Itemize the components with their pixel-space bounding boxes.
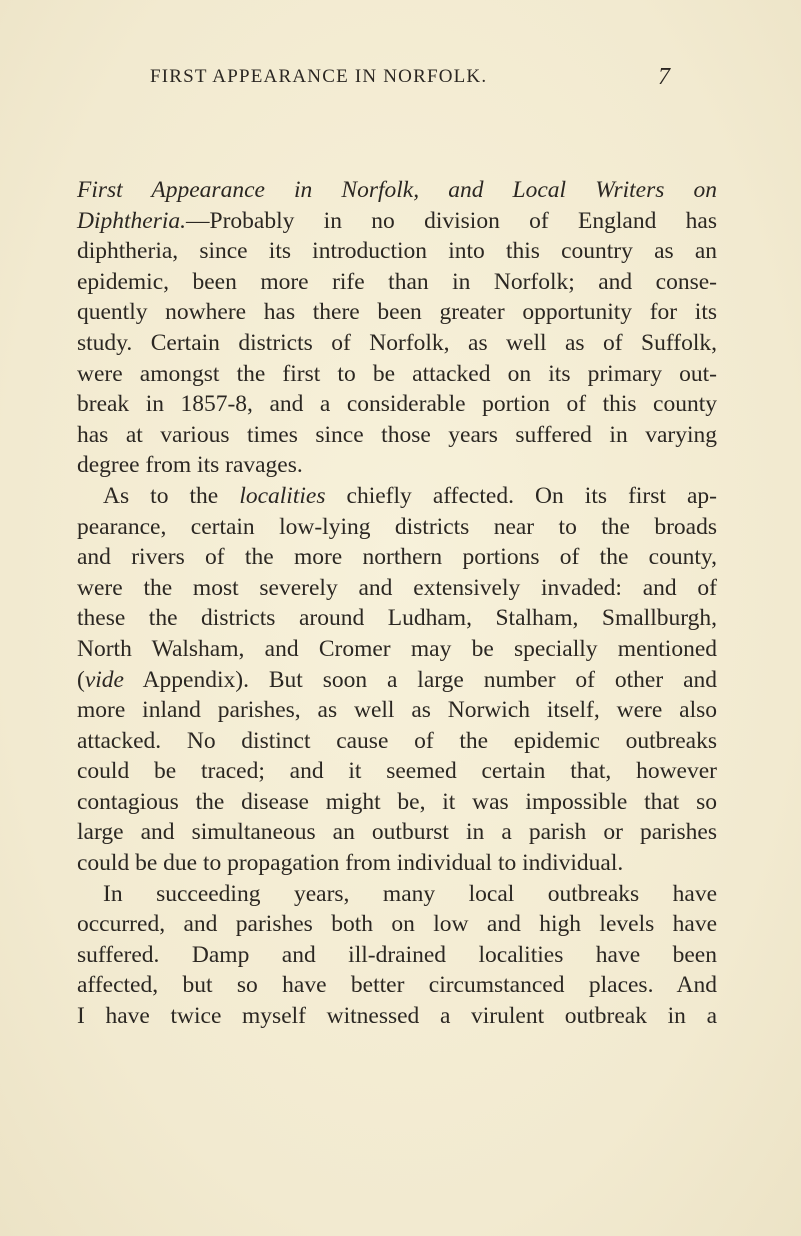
paragraph — [77, 175, 717, 481]
text-run: ( — [77, 666, 85, 693]
text-line — [77, 1001, 717, 1032]
text-line — [77, 236, 717, 267]
running-title: FIRST APPEARANCE IN NORFOLK. — [150, 66, 488, 87]
text-run: large and simultaneous an outburst in a parish or parishes — [77, 819, 717, 846]
text-run: diphtheria, since its introduction into this country as an — [77, 238, 717, 265]
text-line — [77, 573, 717, 604]
text-line — [77, 542, 717, 573]
text-line — [77, 726, 717, 757]
text-line — [77, 450, 717, 481]
text-run: I have twice myself witnessed a virulent outbreak in a — [77, 1003, 717, 1030]
text-line — [77, 665, 717, 696]
text-line — [77, 603, 717, 634]
text-line — [77, 420, 717, 451]
text-run: break in 1857-8, and a considerable portion of this county — [77, 391, 717, 418]
paragraph — [77, 481, 717, 879]
text-run: As to the — [103, 482, 240, 509]
text-line — [77, 909, 717, 940]
text-run: —Probably in no division of England has — [186, 207, 717, 234]
text-run: were the most severely and extensively invaded: and of — [77, 574, 717, 601]
text-line — [77, 940, 717, 971]
text-run: degree from its ravages. — [77, 452, 303, 479]
text-run: study. Certain districts of Norfolk, as well as of Suffolk, — [77, 329, 717, 356]
italic-text: vide — [84, 666, 124, 693]
text-line — [77, 389, 717, 420]
text-line — [77, 297, 717, 328]
text-line — [77, 756, 717, 787]
text-line — [77, 481, 717, 512]
text-run: were amongst the first to be attacked on its primary out- — [77, 360, 717, 387]
text-run: occurred, and parishes both on low and high levels have — [77, 911, 717, 938]
text-run: has at various times since those years suffered in varying — [77, 421, 717, 448]
text-run: quently nowhere has there been greater opportunity for its — [77, 299, 717, 326]
text-run: these the districts around Ludham, Stalham, Smallburgh, — [77, 605, 717, 632]
page-number: 7 — [658, 64, 670, 90]
paragraph — [77, 879, 717, 1032]
text-line — [77, 328, 717, 359]
text-run: contagious the disease might be, it was impossible that so — [77, 788, 717, 815]
text-run: could be traced; and it seemed certain that, however — [77, 758, 717, 785]
running-head — [150, 64, 670, 94]
text-run: affected, but so have better circumstanced places. And — [77, 972, 717, 999]
text-line — [77, 512, 717, 543]
text-run: more inland parishes, as well as Norwich itself, were also — [77, 697, 717, 724]
italic-text: First Appearance in Norfolk, and Local Writers on — [77, 177, 717, 203]
body-text — [77, 175, 717, 1032]
italic-text: Diphtheria. — [77, 207, 187, 234]
text-run: and rivers of the more northern portions of the county, — [77, 544, 717, 571]
italic-text: localities — [239, 482, 326, 509]
text-run: epidemic, been more rife than in Norfolk; and conse- — [77, 268, 717, 295]
text-run: In succeeding years, many local outbreaks have — [103, 880, 717, 907]
text-run: chiefly affected. On its first ap- — [325, 482, 717, 509]
text-line — [77, 175, 717, 206]
text-line — [77, 848, 717, 879]
text-line — [77, 359, 717, 390]
text-line — [77, 634, 717, 665]
text-run: Appendix). But soon a large number of other and — [123, 666, 717, 693]
text-run: North Walsham, and Cromer may be specially mentioned — [77, 635, 717, 662]
text-line — [77, 695, 717, 726]
text-run: attacked. No distinct cause of the epidemic outbreaks — [77, 727, 717, 754]
text-run: pearance, certain low-lying districts near to the broads — [77, 513, 717, 540]
text-line — [77, 817, 717, 848]
text-line — [77, 879, 717, 910]
text-line — [77, 267, 717, 298]
text-line — [77, 970, 717, 1001]
text-run: suffered. Damp and ill-drained localities have been — [77, 941, 717, 968]
text-line — [77, 206, 717, 237]
text-line — [77, 787, 717, 818]
text-run: could be due to propagation from individual to individual. — [77, 850, 624, 877]
